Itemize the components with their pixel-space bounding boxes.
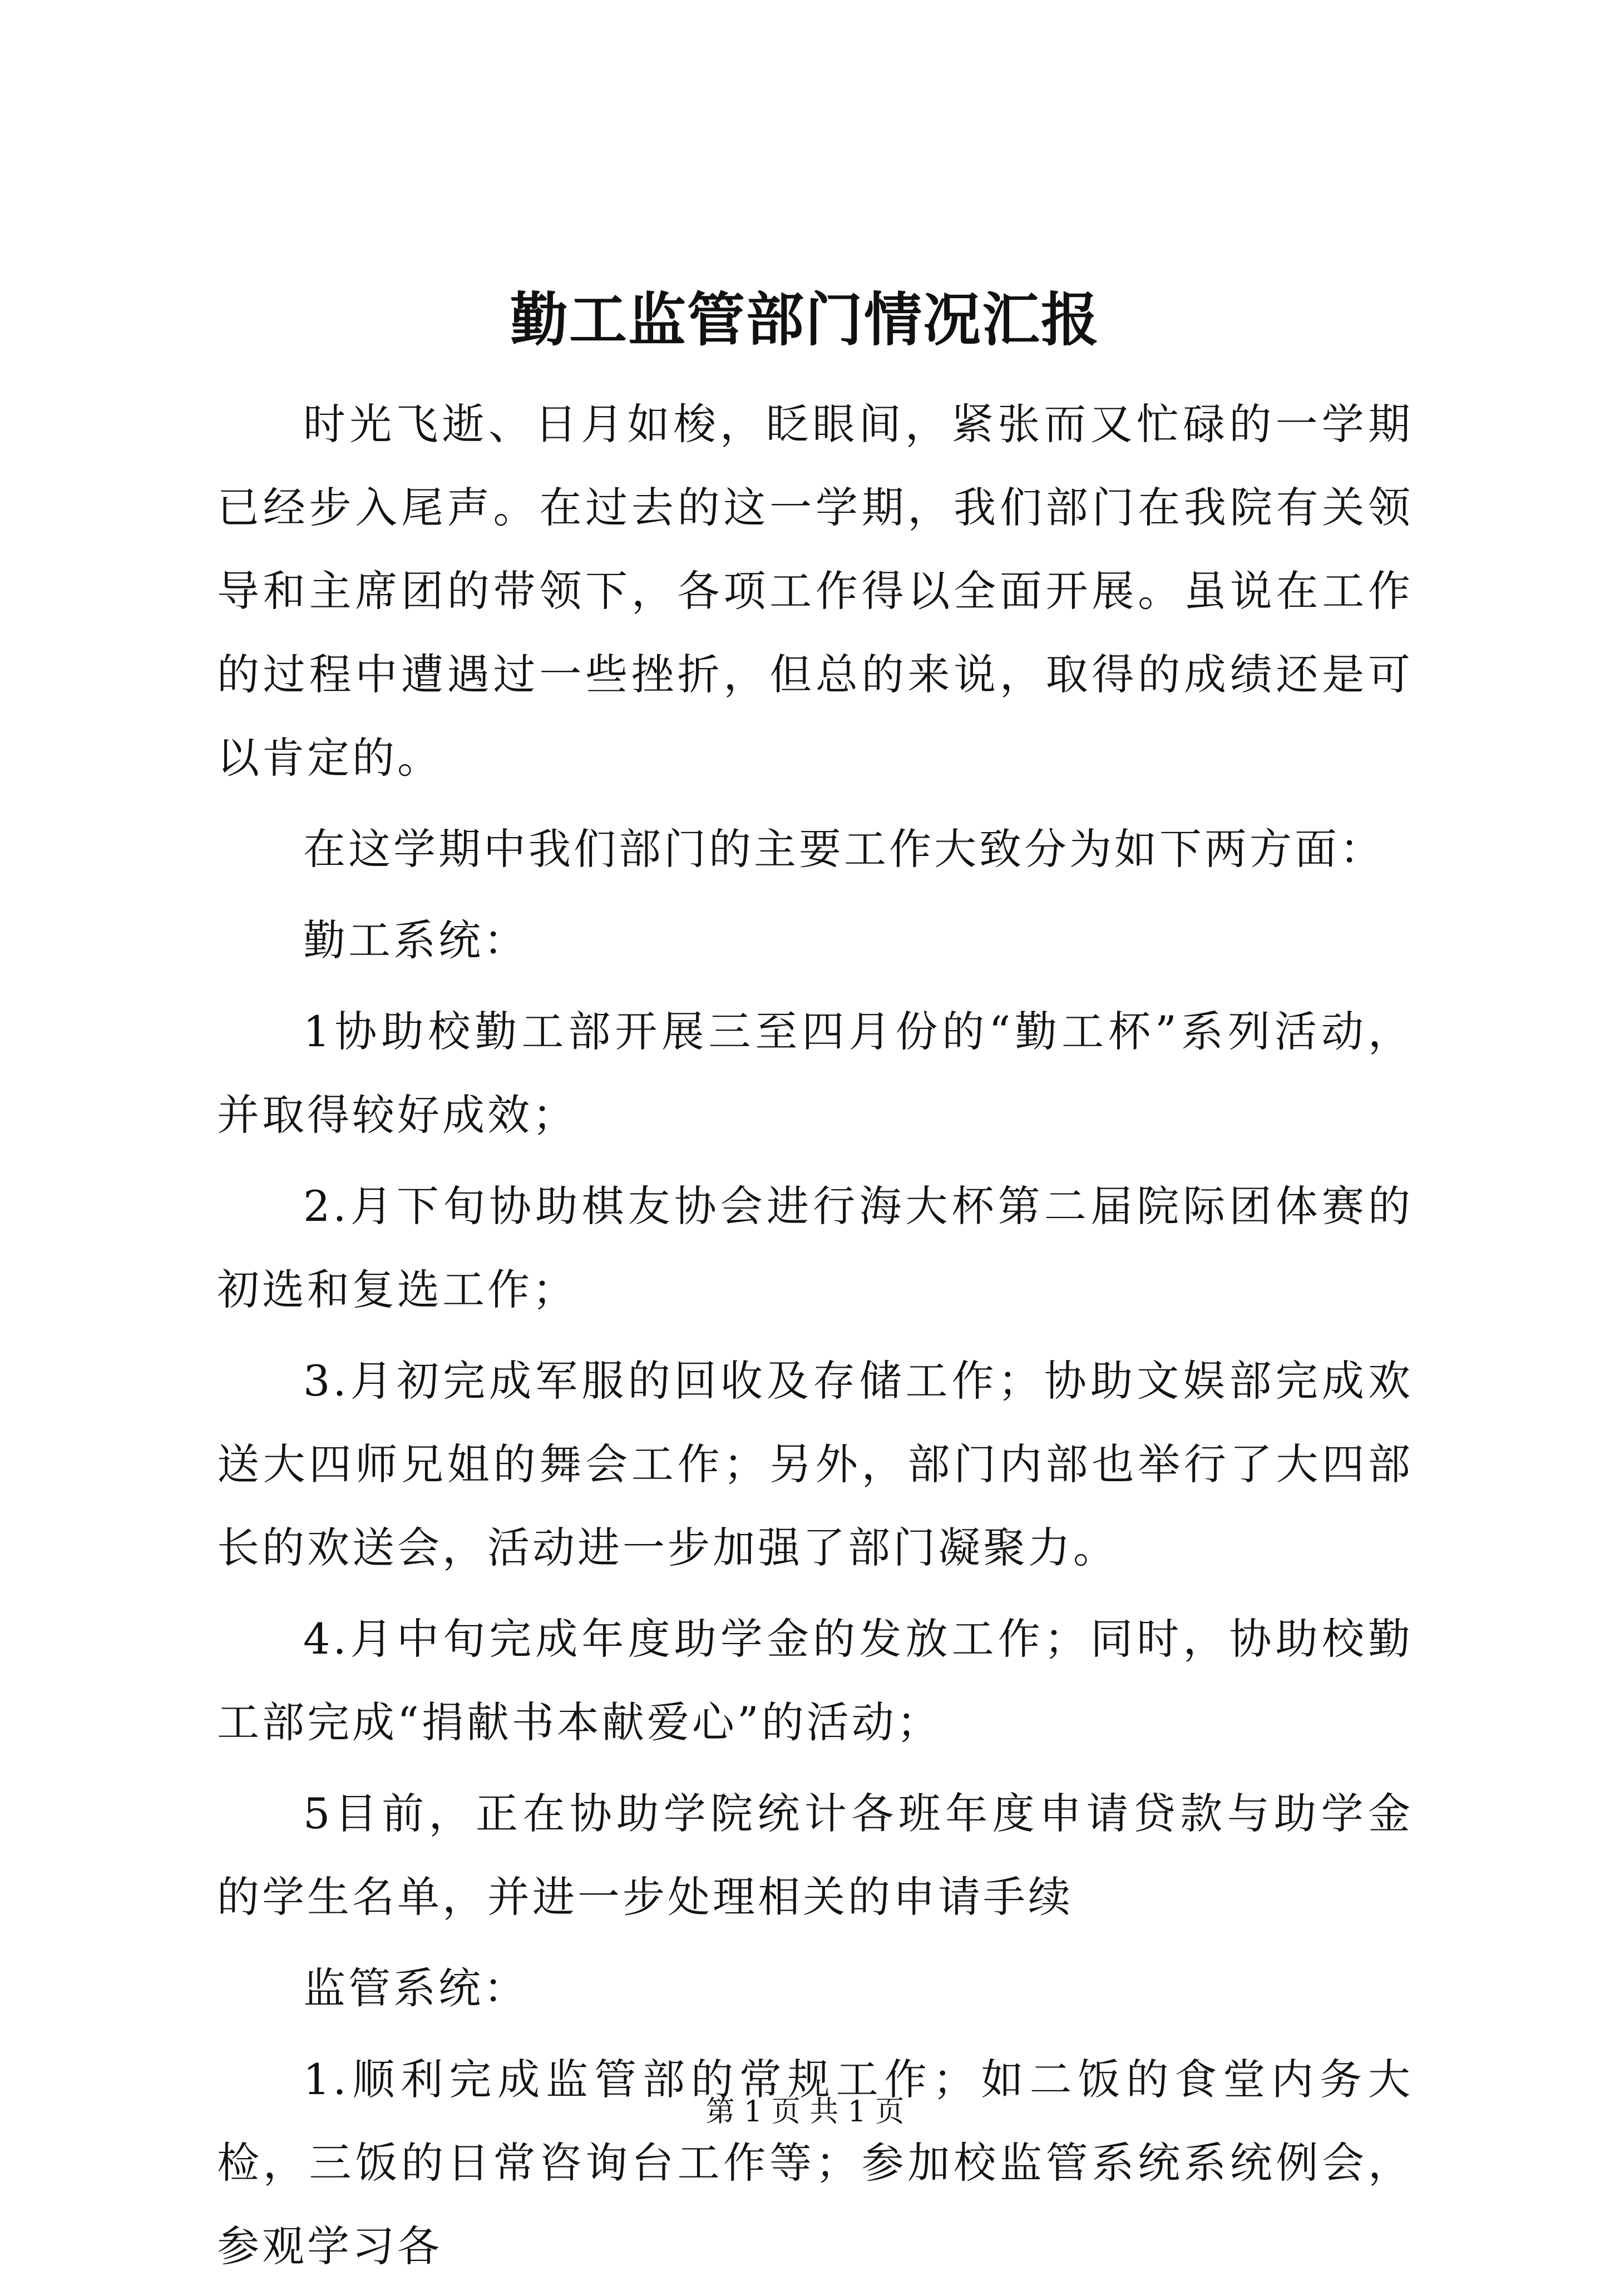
list-item: 2.月下旬协助棋友协会进行海大杯第二届院际团体赛的初选和复选工作； (217, 1181, 1413, 1314)
list-item: 1.顺利完成监管部的常规工作；如二饭的食堂内务大检，三饭的日常咨询台工作等；参加校监管系统系统例会，参观学习各 (217, 2055, 1413, 2271)
list-item: 5目前，正在协助学院统计各班年度申请贷款与助学金的学生名单，并进一步处理相关的申请手续 (217, 1789, 1413, 1922)
list-item: 1协助校勤工部开展三至四月份的“勤工杯”系列活动，并取得较好成效； (217, 1007, 1413, 1140)
document-title: 勤工监管部门情况汇报 (510, 285, 1100, 354)
section-heading-supervision: 监管系统： (303, 1963, 529, 2013)
list-item: 4.月中旬完成年度助学金的发放工作；同时，协助校勤工部完成“捐献书本献爱心”的活动； (217, 1614, 1413, 1747)
list-item: 3.月初完成军服的回收及存储工作；协助文娱部完成欢送大四师兄姐的舞会工作；另外，部门内部也举行了大四部长的欢送会，活动进一步加强了部门凝聚力。 (217, 1356, 1413, 1572)
paragraph-overview: 在这学期中我们部门的主要工作大致分为如下两方面： (303, 824, 1385, 874)
document-body (217, 383, 1413, 2296)
page-footer: 第 1 页 共 1 页 (705, 2095, 905, 2129)
section-heading-work-study: 勤工系统： (303, 916, 529, 965)
paragraph-intro: 时光飞逝、日月如梭，眨眼间，紧张而又忙碌的一学期已经步入尾声。在过去的这一学期，我们部门在我院有关领导和主席团的带领下，各项工作得以全面开展。虽说在工作的过程中遭遇过一些挫折，但总的来说，取得的成绩还是可以肯定的。 (217, 399, 1413, 783)
